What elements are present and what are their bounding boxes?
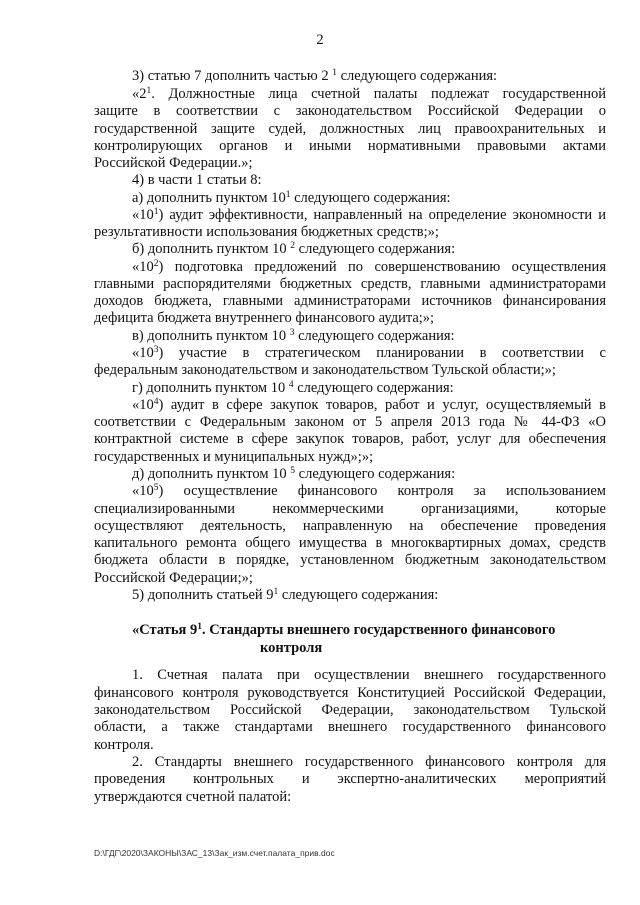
- text-segment: а) дополнить пунктом 10: [132, 190, 286, 206]
- article-heading-line: [94, 640, 640, 657]
- text-line: [94, 224, 606, 241]
- text-segment: доходов бюджета, главными администраторами источников финансирования: [94, 293, 606, 309]
- text-segment: ) подготовка предложений по совершенствованию осуществления: [158, 259, 606, 275]
- text-line: [94, 789, 606, 806]
- text-line: [94, 293, 606, 310]
- text-segment: б) дополнить пунктом 10: [132, 241, 291, 257]
- text-line: [94, 328, 606, 345]
- text-segment: проведения контрольных и экспертно-аналитических мероприятий: [94, 771, 606, 787]
- text-segment: Российской Федерации.»;: [94, 155, 253, 171]
- text-segment: Российской Федерации;»;: [94, 570, 253, 586]
- text-line: [94, 535, 606, 552]
- text-line: [94, 155, 606, 172]
- text-segment: . Должностные лица счетной палаты подлежат государственной: [151, 86, 606, 102]
- superscript: 4: [153, 397, 159, 407]
- text-line: [94, 310, 606, 327]
- text-segment: следующего содержания:: [294, 328, 455, 344]
- text-segment: осуществляют деятельность, направленную на обеспечение проведения: [94, 518, 606, 534]
- text-line: [94, 466, 606, 483]
- text-segment: «Статья 9: [132, 622, 198, 638]
- text-line: [94, 431, 606, 448]
- text-segment: финансового контроля руководствуется Конституцией Российской Федерации,: [94, 685, 606, 701]
- text-line: [94, 754, 606, 771]
- text-segment: контрактной системе в сфере закупок товаров, работ, услуг для обеспечения: [94, 431, 606, 447]
- text-segment: соответствии с Федеральным законом от 5 апреля 2013 года № 44-ФЗ «О: [94, 414, 606, 430]
- text-line: [94, 518, 606, 535]
- text-segment: в) дополнить пунктом 10: [132, 328, 290, 344]
- superscript: 5: [153, 483, 159, 493]
- text-line: [94, 259, 606, 276]
- text-segment: главными распорядителями бюджетных средств, главными администраторами: [94, 276, 606, 292]
- text-segment: 5) дополнить статьей 9: [132, 587, 274, 603]
- text-segment: следующего содержания:: [295, 241, 456, 257]
- text-line: [94, 587, 606, 604]
- text-segment: следующего содержания:: [293, 380, 454, 396]
- text-segment: результативности использования бюджетных средств;»;: [94, 224, 439, 240]
- text-segment: следующего содержания:: [295, 466, 456, 482]
- text-line: [94, 86, 606, 103]
- text-line: [94, 190, 606, 207]
- text-segment: законодательством Российской Федерации, законодательством Тульской: [94, 702, 606, 718]
- text-segment: 2. Стандарты внешнего государственного финансового контроля для: [132, 754, 606, 770]
- text-line: [94, 702, 606, 719]
- text-line: [94, 68, 606, 85]
- text-line: [94, 719, 606, 736]
- text-segment: контроля.: [94, 737, 154, 753]
- text-segment: «10: [132, 345, 154, 361]
- text-segment: ) аудит в сфере закупок товаров, работ и услуг, осуществляемый в: [158, 397, 606, 413]
- superscript: 3: [289, 328, 295, 338]
- text-line: [94, 121, 606, 138]
- text-segment: следующего содержания:: [336, 68, 498, 84]
- superscript: 1: [285, 190, 291, 200]
- text-segment: 1. Счетная палата при осуществлении внешнего государственного: [132, 667, 606, 683]
- text-line: [94, 685, 606, 702]
- text-line: [94, 138, 606, 155]
- text-segment: ) осуществление финансового контроля за использованием: [158, 483, 606, 499]
- text-line: [94, 737, 606, 754]
- superscript: 2: [153, 259, 159, 269]
- text-segment: защите в соответствии с законодательством Российской Федерации о: [94, 103, 606, 119]
- text-segment: «2: [132, 86, 147, 102]
- text-segment: специализированными некоммерческими организациями, которые: [94, 501, 606, 517]
- text-segment: области, а также стандартами внешнего государственного финансового: [94, 719, 606, 735]
- superscript: 1: [153, 207, 159, 217]
- text-segment: ) участие в стратегическом планировании в соответствии с: [158, 345, 606, 361]
- text-line: [94, 397, 606, 414]
- text-segment: государственной защите судей, должностных лиц правоохранительных и: [94, 121, 606, 137]
- text-segment: капитального ремонта общего имущества в многоквартирных домах, средств: [94, 535, 606, 551]
- text-segment: г) дополнить пунктом 10: [132, 380, 289, 396]
- text-line: [94, 380, 606, 397]
- superscript: 4: [288, 380, 294, 390]
- article-heading-line: [94, 622, 606, 639]
- text-line: [94, 552, 606, 569]
- text-line: [94, 570, 606, 587]
- text-segment: контроля: [260, 640, 323, 656]
- text-segment: «10: [132, 207, 154, 223]
- superscript: 1: [197, 622, 202, 632]
- text-segment: «10: [132, 259, 154, 275]
- text-segment: «10: [132, 397, 154, 413]
- page-number: 2: [316, 32, 324, 48]
- text-segment: федеральным законодательством и законодательством Тульской области;»;: [94, 362, 556, 378]
- text-segment: . Стандарты внешнего государственного финансового: [201, 622, 556, 638]
- text-segment: бюджета области в порядке, установленном бюджетным законодательством: [94, 552, 606, 568]
- superscript: 1: [332, 68, 337, 78]
- text-line: [94, 276, 606, 293]
- text-segment: дефицита бюджета внутреннего финансового аудита;»;: [94, 310, 435, 326]
- text-line: [94, 103, 606, 120]
- text-segment: следующего содержания:: [278, 587, 439, 603]
- text-segment: «10: [132, 483, 154, 499]
- text-line: [94, 483, 606, 500]
- superscript: 3: [153, 345, 159, 355]
- text-segment: утверждаются счетной палатой:: [94, 789, 292, 805]
- text-line: [94, 172, 606, 189]
- superscript: 1: [273, 587, 279, 597]
- text-line: [94, 501, 606, 518]
- superscript: 2: [290, 241, 296, 251]
- text-segment: 4) в части 1 статьи 8:: [132, 172, 262, 188]
- text-line: [94, 362, 606, 379]
- text-line: [94, 667, 606, 684]
- file-path-footer: D:\ГДГ\2020\ЗАКОНЫ\ЗАС_13\Зак_изм.счет.палата_прив.doc: [94, 848, 335, 858]
- text-line: [94, 414, 606, 431]
- superscript: 5: [290, 466, 296, 476]
- superscript: 1: [146, 86, 152, 96]
- text-segment: следующего содержания:: [290, 190, 451, 206]
- text-line: [94, 241, 606, 258]
- text-line: [94, 207, 606, 224]
- text-line: [94, 449, 606, 466]
- text-segment: контролирующих органов и иными нормативными правовыми актами: [94, 138, 606, 154]
- text-segment: государственных и муниципальных нужд»;»;: [94, 449, 374, 465]
- text-line: [94, 771, 606, 788]
- text-line: [94, 345, 606, 362]
- text-segment: 3) статью 7 дополнить частью 2: [132, 68, 333, 84]
- text-segment: ) аудит эффективности, направленный на определение экономности и: [158, 207, 606, 223]
- text-segment: д) дополнить пунктом 10: [132, 466, 291, 482]
